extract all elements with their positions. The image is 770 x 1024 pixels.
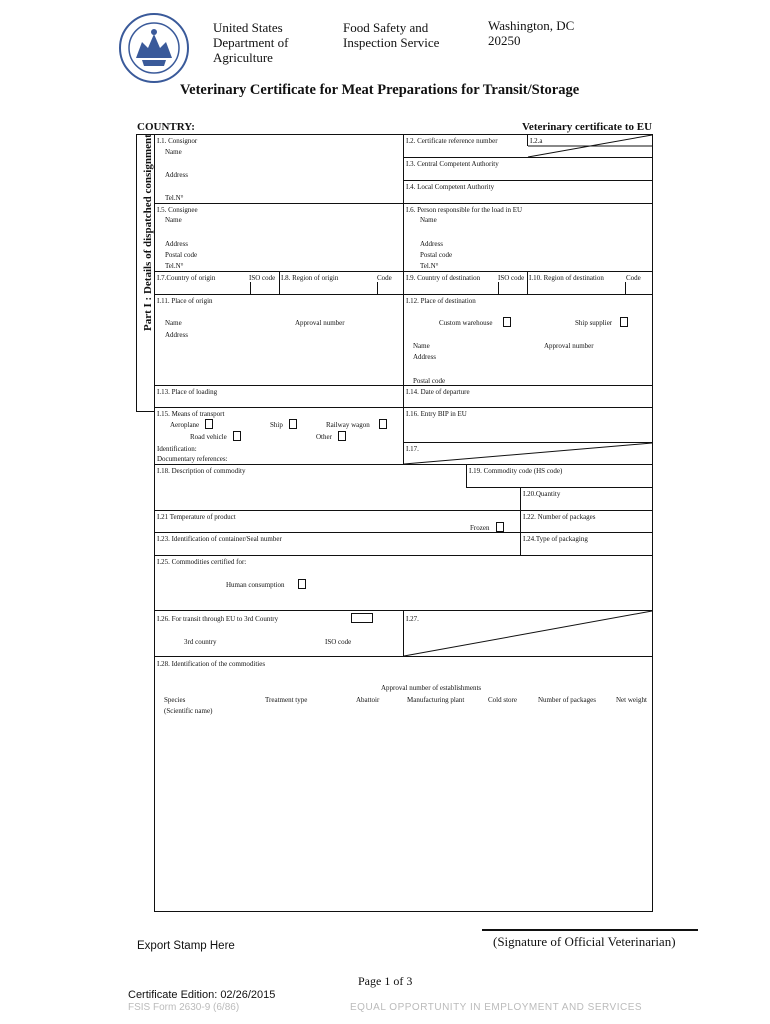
field-i2a: I.2.a [530,137,543,145]
field-i16: I.16. Entry BIP in EU [406,410,467,418]
org-name: United States Department of Agriculture [213,20,289,65]
field-i5-address: Address [165,240,188,248]
field-i26-iso: ISO code [325,638,352,646]
field-i2: I.2. Certificate reference number [406,137,498,145]
field-i12-name: Name [413,342,430,350]
field-i21: I.21 Temperature of product [157,513,236,521]
field-i28-packages: Number of packages [538,696,596,704]
field-i19: I.19. Commodity code (HS code) [469,467,563,475]
agency-name: Food Safety and Inspection Service [343,20,440,50]
field-i22: I.22. Number of packages [523,513,596,521]
export-stamp-label: Export Stamp Here [137,940,235,952]
field-i9-iso: ISO code [498,274,525,282]
field-i10: I.10. Region of destination [529,274,604,282]
ship-checkbox[interactable] [289,419,297,429]
field-i28-approval: Approval number of establishments [381,684,482,692]
field-i27: I.27. [406,615,419,623]
field-i1-name: Name [165,148,182,156]
transit-checkbox[interactable] [351,613,373,623]
certificate-to-label: Veterinary certificate to EU [522,121,653,133]
field-i12-ship: Ship supplier [575,319,613,327]
field-i5-postal: Postal code [165,251,198,259]
field-i1-tel: Tel.N° [165,194,184,202]
field-i11: I.11. Place of origin [157,297,213,305]
field-i12-postal: Postal code [413,377,446,385]
field-i8-code: Code [377,274,392,282]
field-i1: I.1. Consignor [157,137,198,145]
human-consumption-checkbox[interactable] [298,579,306,589]
field-i15-other: Other [316,433,332,441]
field-i14: I.14. Date of departure [406,388,470,396]
field-i15-rail: Railway wagon [326,421,370,429]
railway-wagon-checkbox[interactable] [379,419,387,429]
field-i15-aeroplane: Aeroplane [170,421,200,429]
field-i24: I.24.Type of packaging [523,535,588,543]
field-i28-cold: Cold store [488,696,517,704]
field-i7-iso: ISO code [249,274,276,282]
field-i12-custom: Custom warehouse [439,319,493,327]
field-i6-name: Name [420,216,437,224]
field-i10-code: Code [626,274,641,282]
field-i7: I.7.Country of origin [157,274,216,282]
field-i13: I.13. Place of loading [157,388,218,396]
field-i15-ident: Identification: [157,445,197,453]
certificate-edition: Certificate Edition: 02/26/2015 [128,989,276,1001]
field-i28-species: Species [164,696,186,704]
frozen-checkbox[interactable] [496,522,504,532]
agency-address: Washington, DC 20250 [488,18,575,48]
form-number: FSIS Form 2630-9 (6/86) [128,1002,240,1013]
field-i18: I.18. Description of commodity [157,467,246,475]
field-i5: I.5. Consignee [157,206,198,214]
field-i23: I.23. Identification of container/Seal number [157,535,282,543]
country-label: COUNTRY: [137,121,195,133]
field-i28: I.28. Identification of the commodities [157,660,266,668]
field-i6: I.6. Person responsible for the load in EU [406,206,523,214]
field-i20: I.20.Quantity [523,490,561,498]
custom-warehouse-checkbox[interactable] [503,317,511,327]
field-i11-name: Name [165,319,182,327]
page-title: Veterinary Certificate for Meat Preparations for Transit/Storage [180,82,580,98]
signature-label: (Signature of Official Veterinarian) [493,934,676,949]
part-label: Part I : Details of dispatched consignment [142,134,154,331]
field-i15: I.15. Means of transport [157,410,225,418]
field-i15-road: Road vehicle [190,433,227,441]
aeroplane-checkbox[interactable] [205,419,213,429]
field-i17: I.17. [406,445,419,453]
field-i28-plant: Manufacturing plant [407,696,465,704]
field-i5-name: Name [165,216,182,224]
field-i6-tel: Tel.N° [420,262,439,270]
field-i6-address: Address [420,240,443,248]
field-i11-address: Address [165,331,188,339]
ship-supplier-checkbox[interactable] [620,317,628,327]
field-i5-tel: Tel.N° [165,262,184,270]
field-i11-approval: Approval number [295,319,345,327]
field-i25: I.25. Commodities certified for: [157,558,247,566]
field-i25-human: Human consumption [226,581,285,589]
field-i26: I.26. For transit through EU to 3rd Country [157,615,279,623]
field-i28-treatment: Treatment type [265,696,308,704]
field-i12-approval: Approval number [544,342,594,350]
field-i12-address: Address [413,353,436,361]
field-i15-docs: Documentary references: [157,455,228,463]
field-i15-ship: Ship [270,421,283,429]
page-number: Page 1 of 3 [358,974,413,988]
road-vehicle-checkbox[interactable] [233,431,241,441]
field-i4: I.4. Local Competent Authority [406,183,495,191]
field-i28-abattoir: Abattoir [356,696,380,704]
field-i3: I.3. Central Competent Authority [406,160,499,168]
field-i28-net: Net weight [616,696,647,704]
field-i1-address: Address [165,171,188,179]
field-i28-sci: (Scientific name) [164,707,213,715]
eeo-statement: EQUAL OPPORTUNITY IN EMPLOYMENT AND SERVICES [350,1002,643,1013]
other-transport-checkbox[interactable] [338,431,346,441]
field-i12: I.12. Place of destination [406,297,476,305]
signature-line [482,929,698,931]
field-i6-postal: Postal code [420,251,453,259]
field-i21-frozen: Frozen [470,524,490,532]
field-i8: I.8. Region of origin [281,274,339,282]
field-i9: I.9. Country of destination [406,274,481,282]
field-i26-3rd: 3rd country [184,638,217,646]
